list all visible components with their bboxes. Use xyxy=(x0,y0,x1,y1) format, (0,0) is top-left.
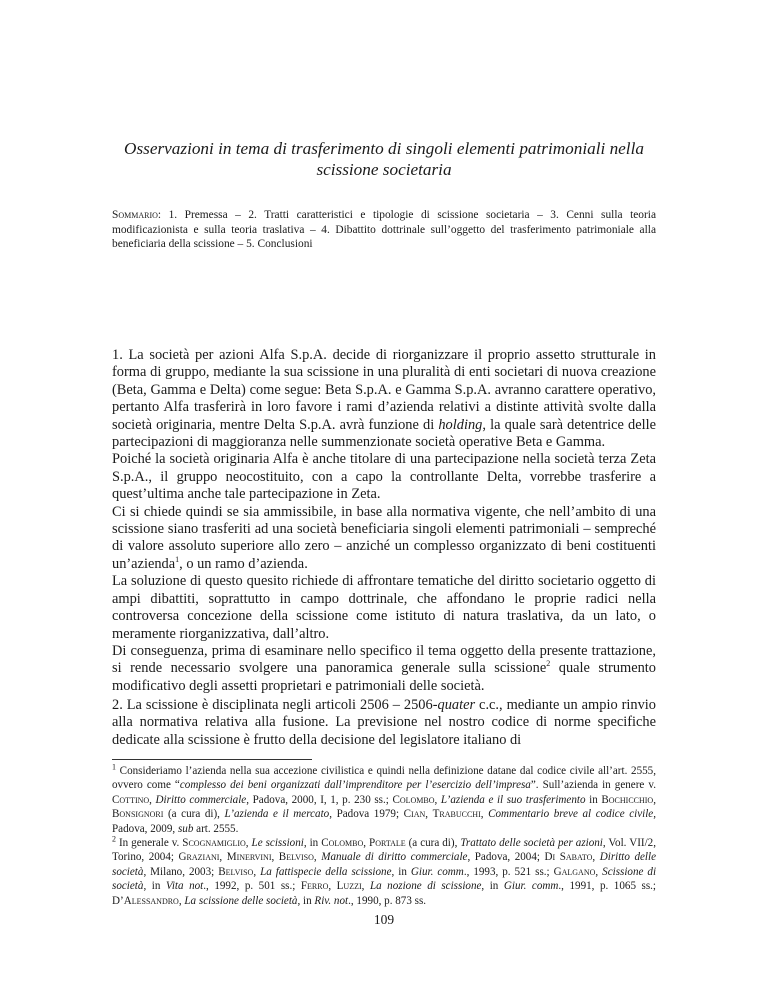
footnote-2: $^2$ In generale v. Scognamiglio, Le scissioni, in Colombo, Portale (a cura di), Trattato delle società per azioni, Vol. VII/2, Torino, 2004; Graziani, Minervini, Belviso, Manuale di diritto commerciale, Padova, 2004; Di Sabato, Diritto delle società, Milano, 2003; Belviso, La fattispecie della scissione, in Giur. comm., 1993, p. 521 ss.; Galgano, Scissione di società, in Vita not., 1992, p. 501 ss.; Ferro, Luzzi, La nozione di scissione, in Giur. comm., 1991, p. 1065 ss.; D’Alessandro, La scissione delle società, in Riv. not., 1990, p. 873 ss. xyxy=(112,834,657,907)
title-part2: trasferimento di singoli elementi patrimoniali nella xyxy=(291,139,644,158)
paragraph: 1. La società per azioni Alfa S.p.A. decide di riorganizzare il proprio assetto strutturale in forma di gruppo, mediante la sua scissione in una pluralità di enti societari di nuova creazione (Beta, Gamma e Delta) come segue: Beta S.p.A. e Gamma S.p.A. avranno carattere operativo, pertanto Alfa trasferirà in loro favore i rami d’azienda relativi a distinte attività svolte dalla società originaria, mentre Delta S.p.A. avrà funzione di holding, la quale sarà detentrice delle partecipazioni di maggioranza nelle summenzionate società operative Beta e Gamma. xyxy=(112,347,657,451)
footnote-1: $^1$ Consideriamo l’azienda nella sua accezione civilistica e quindi nella definizione datane dal codice civile all’art. 2555, ovvero come “complesso dei beni organizzati dall’imprenditore per l’esercizio dell’impresa”. Sull’azienda in genere v. Cottino, Diritto commerciale, Padova, 2000, I, 1, p. 230 ss.; Colombo, L’azienda e il suo trasferimento in Bochicchio, Bonsignori (a cura di), L’azienda e il mercato, Padova 1979; Cian, Trabucchi, Commentario breve al codice civile, Padova, 2009, sub art. 2555. xyxy=(112,762,657,835)
page-number: 109 xyxy=(373,912,395,927)
footnotes xyxy=(112,764,656,908)
paragraph: Di conseguenza, prima di esaminare nello specifico il tema oggetto della presente trattazione, si rende necessario svolgere una panoramica generale sulla scissione$^2$ quale strumento modificativo degli assetti proprietari e patrimoniali delle società. xyxy=(112,642,656,694)
title-line2: scissione societaria xyxy=(316,160,452,179)
paragraph: Poiché la società originaria Alfa è anche titolare di una partecipazione nella società terza Zeta S.p.A., il gruppo neocostituito, con a capo la controllante Delta, vorrebbe trasferire a quest’ultima anche tale partecipazione in Zeta. xyxy=(112,451,656,503)
footnote-ref[interactable]: 2 xyxy=(546,659,551,669)
footnote-ref[interactable]: 1 xyxy=(175,555,180,565)
section-2 xyxy=(112,697,656,749)
summary-label: Sommario xyxy=(112,209,158,221)
summary xyxy=(112,208,656,252)
article-title xyxy=(112,138,656,180)
summary-text: : 1. Premessa – 2. Tratti caratteristici e tipologie di scissione societaria – 3. Cenni sulla teoria modificazionista e sulla teoria traslativa – 4. Dibattito dottrinale sull’oggetto del trasferimento patrimoniale alla beneficiaria della scissione – 5. Conclusioni xyxy=(112,209,656,251)
section-1 xyxy=(112,347,656,695)
footnote-divider xyxy=(112,759,312,760)
paragraph: La soluzione di questo quesito richiede di affrontare tematiche del diritto societario oggetto di ampi dibattiti, soprattutto in campo dottrinale, che affondano le proprie radici nella controversa concezione della scissione come istituto di natura traslativa, da un lato, o meramente riorganizzativa, dall’altro. xyxy=(112,573,656,642)
paragraph: Ci si chiede quindi se sia ammissibile, in base alla normativa vigente, che nell’ambito di una scissione siano trasferiti ad una società beneficiaria singoli elementi patrimoniali – sempreché di valore assoluto superiore allo zero – anziché un complesso organizzato di beni costituenti un’azienda$^1$, o un ramo d’azienda. xyxy=(112,503,656,572)
title-part1: Osservazioni in tema di xyxy=(124,139,292,158)
paragraph: 2. La scissione è disciplinata negli articoli 2506 – 2506-quater c.c., mediante un ampio rinvio alla normativa relativa alla fusione. La previsione nel nostro codice di norme specifiche dedicate alla scissione è frutto della decisione del legislatore italiano di xyxy=(112,697,656,748)
